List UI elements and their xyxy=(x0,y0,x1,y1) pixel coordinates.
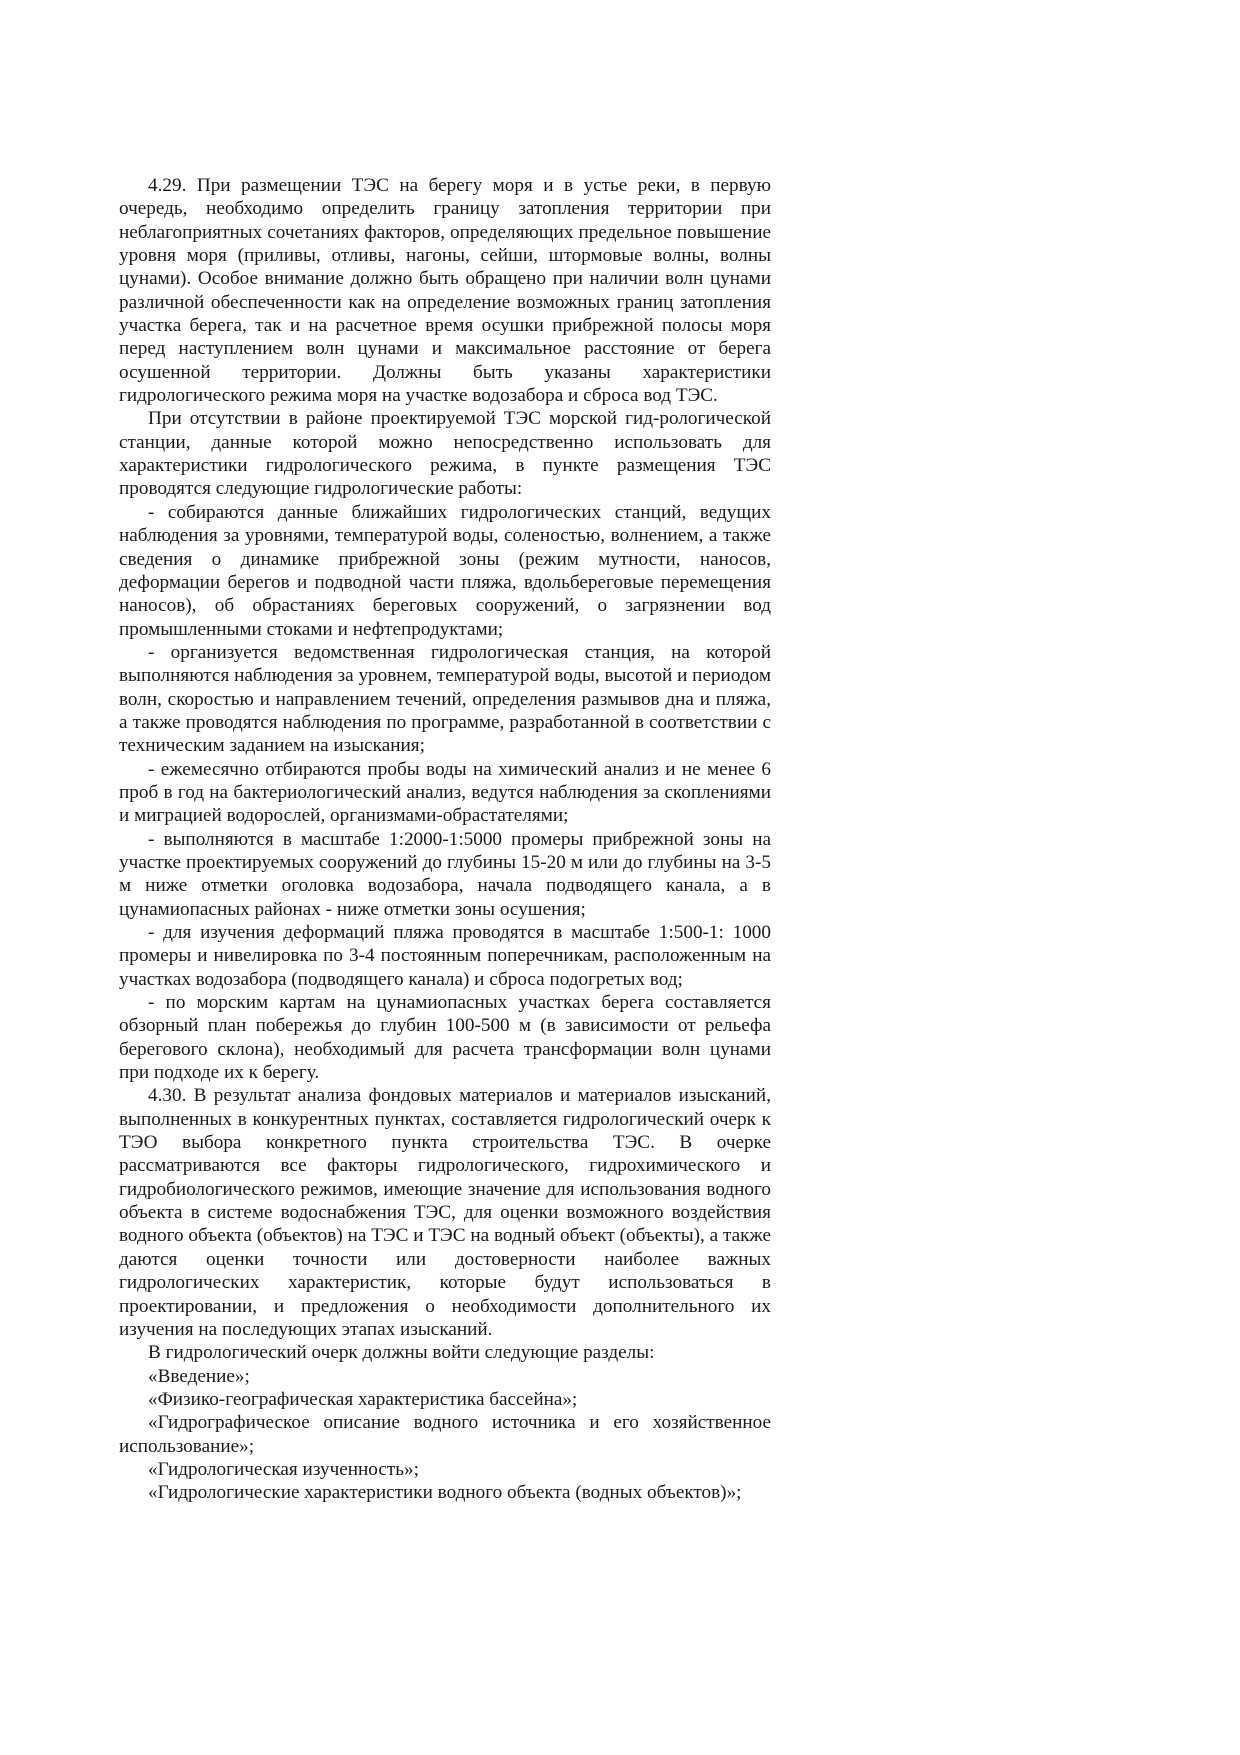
section-item: «Введение»; xyxy=(148,1365,250,1387)
sections-intro: В гидрологический очерк должны войти следующие разделы: xyxy=(148,1342,655,1364)
list-item: - выполняются в масштабе 1:2000-1:5000 промеры прибрежной зоны на участке проектируемых сооружений до глубины 15-20 м или до глубины на 3-5 м ниже отметки оголовка водозабора, начала подводящего канала, а в цунамиопасных районах - ниже отметки зоны осушения; xyxy=(119,828,771,920)
list-item: - для изучения деформаций пляжа проводятся в масштабе 1:500-1: 1000 промеры и нивелировка по 3-4 постоянным поперечникам, расположенным на участках водозабора (подводящего канала) и сброса подогретых вод; xyxy=(119,922,771,990)
paragraph-4-30: 4.30. В результат анализа фондовых материалов и материалов изысканий, выполненных в конкурентных пунктах, составляется гидрологический очерк к ТЭО выбора конкретного пункта строительства ТЭС. В очерке рассматриваются все факторы гидрологического, гидрохимического и гидробиологического режимов, имеющие значение для использования водного объекта в системе водоснабжения ТЭС, для оценки возможного воздействия водного объекта (объектов) на ТЭС и ТЭС на водный объект (объекты), а также даются оценки точности или достоверности наиболее важных гидрологических характеристик, которые будут использоваться в проектировании, и предложения о необходимости дополнительного их изучения на последующих этапах изысканий. xyxy=(119,1085,771,1340)
section-item: «Гидрологические характеристики водного объекта (водных объектов)»; xyxy=(148,1482,742,1504)
paragraph-no-station: При отсутствии в районе проектируемой ТЭС морской гид-рологической станции, данные которой можно непосредственно использовать для характеристики гидрологического режима, в пункте размещения ТЭС проводятся следующие гидрологические работы: xyxy=(119,408,771,500)
list-item: - собираются данные ближайших гидрологических станций, ведущих наблюдения за уровнями, температурой воды, соленостью, волнением, а также сведения о динамике прибрежной зоны (режим мутности, наносов, деформации берегов и подводной части пляжа, вдольбереговые перемещения наносов), об обрастаниях береговых сооружений, о загрязнении вод промышленными стоками и нефтепродуктами; xyxy=(119,501,771,640)
document-page xyxy=(119,174,771,1505)
list-item: - организуется ведомственная гидрологическая станция, на которой выполняются наблюдения за уровнем, температурой воды, высотой и периодом волн, скоростью и направлением течений, определения размывов дна и пляжа, а также проводятся наблюдения по программе, разработанной в соответствии с техническим заданием на изыскания; xyxy=(119,641,771,757)
list-item: - по морским картам на цунамиопасных участках берега составляется обзорный план побережья до глубин 100-500 м (в зависимости от рельефа берегового склона), необходимый для расчета трансформации волн цунами при подходе их к берегу. xyxy=(119,992,771,1084)
paragraph-4-29: 4.29. При размещении ТЭС на берегу моря и в устье реки, в первую очередь, необходимо определить границу затопления территории при неблагоприятных сочетаниях факторов, определяющих предельное повышение уровня моря (приливы, отливы, нагоны, сейши, штормовые волны, волны цунами). Особое внимание должно быть обращено при наличии волн цунами различной обеспеченности как на определение возможных границ затопления участка берега, так и на расчетное время осушки прибрежной полосы моря перед наступлением волн цунами и максимальное расстояние от берега осушенной территории. Должны быть указаны характеристики гидрологического режима моря на участке водозабора и сброса вод ТЭС. xyxy=(119,175,771,407)
section-item: «Гидрографическое описание водного источника и его хозяйственное использование»; xyxy=(119,1412,771,1457)
section-item: «Физико-географическая характеристика бассейна»; xyxy=(148,1388,578,1410)
section-item: «Гидрологическая изученность»; xyxy=(148,1458,419,1480)
list-item: - ежемесячно отбираются пробы воды на химический анализ и не менее 6 проб в год на бактериологический анализ, ведутся наблюдения за скоплениями и миграцией водорослей, организмами-обрастателями; xyxy=(119,758,771,827)
